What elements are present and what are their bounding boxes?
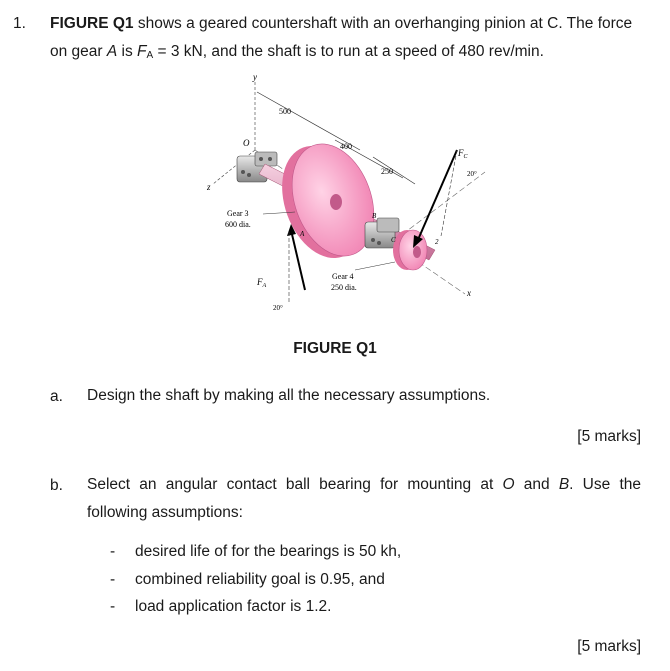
part-a-marks: [5 marks] xyxy=(577,428,641,445)
bullet-dash: - xyxy=(110,598,116,615)
bullet-item: desired life of for the bearings is 50 kh, xyxy=(135,543,402,560)
point-a-label: A xyxy=(300,230,305,238)
axis-x-label: x xyxy=(467,288,471,298)
question-number: 1. xyxy=(13,15,26,32)
countershaft-figure xyxy=(195,72,495,320)
dim-500-label: 500 xyxy=(279,107,291,116)
part-a-label: a. xyxy=(50,388,63,405)
gear-3 xyxy=(267,133,388,270)
gear3-dia-label: 600 dia. xyxy=(225,220,251,229)
force-fc-label: $F_C$ xyxy=(458,148,468,160)
bullet-item: load application factor is 1.2. xyxy=(135,598,332,615)
point-c-label: C xyxy=(391,236,396,244)
bullet-dash: - xyxy=(110,543,116,560)
figure-reference: FIGURE Q1 xyxy=(50,15,134,32)
force-fa-label: $F_A$ xyxy=(257,277,267,289)
part-b-label: b. xyxy=(50,477,63,494)
angle-a-label: 20° xyxy=(273,304,283,312)
point-2-label: 2 xyxy=(435,238,439,246)
axis-z-label: z xyxy=(207,182,211,192)
gear4-label: Gear 4 xyxy=(332,272,354,281)
bullet-item: combined reliability goal is 0.95, and xyxy=(135,571,385,588)
part-b-text: Select an angular contact ball bearing for mounting at O and B. Use the following assumptions: xyxy=(87,476,642,521)
point-b-label: B xyxy=(372,212,377,220)
dim-250-label: 250 xyxy=(381,167,393,176)
gear-4 xyxy=(393,230,427,270)
bullet-dash: - xyxy=(110,571,116,588)
gear3-label: Gear 3 xyxy=(227,209,249,218)
question-line-2: on gear A is $F_A = 3$ kN, and the shaft is to run at a speed of 480 rev/min. xyxy=(50,43,544,61)
origin-o-label: O xyxy=(243,138,250,148)
dim-400-label: 400 xyxy=(340,142,352,151)
question-line-1: FIGURE Q1 shows a geared countershaft with an overhanging pinion at C. The force xyxy=(50,15,633,32)
part-a-text: Design the shaft by making all the necessary assumptions. xyxy=(87,387,491,404)
angle-c-label: 20° xyxy=(467,170,477,178)
axis-y-label: y xyxy=(253,72,257,82)
figure-caption: FIGURE Q1 xyxy=(293,340,377,357)
gear4-dia-label: 250 dia. xyxy=(331,283,357,292)
part-b-marks: [5 marks] xyxy=(577,638,641,655)
